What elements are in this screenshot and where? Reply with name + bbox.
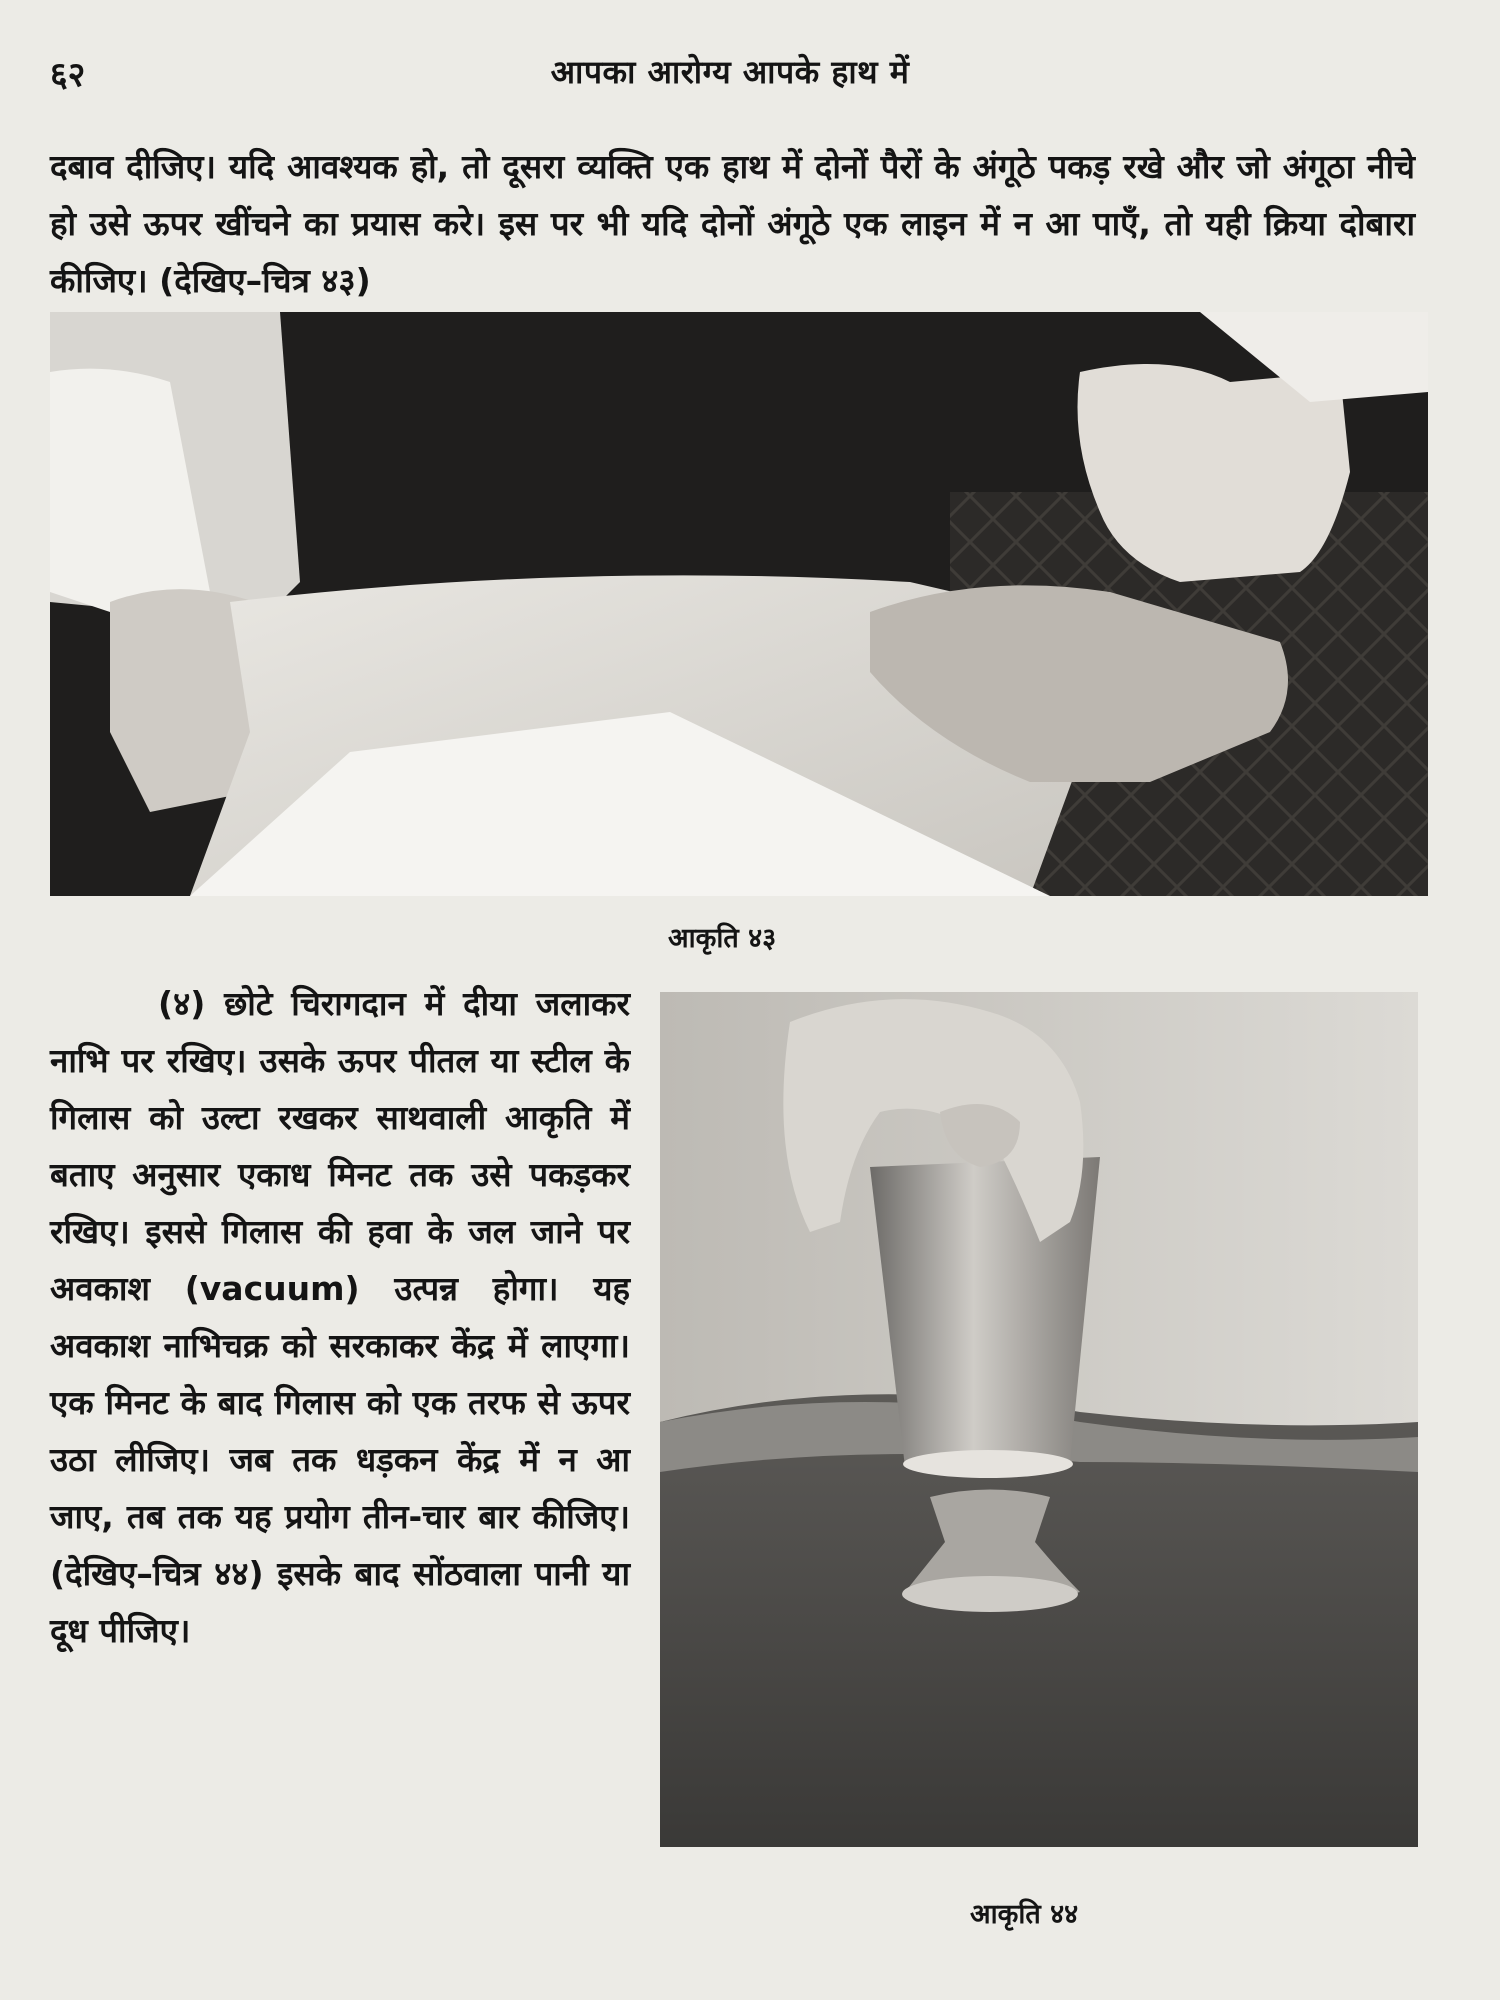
figure-44-photo xyxy=(660,992,1418,1847)
figure-43-caption: आकृति ४३ xyxy=(668,923,777,954)
figure-44-caption: आकृति ४४ xyxy=(970,1899,1079,1930)
toe-alignment-illustration xyxy=(50,312,1428,896)
glass-on-navel-illustration xyxy=(660,992,1418,1847)
paragraph-top: दबाव दीजिए। यदि आवश्यक हो, तो दूसरा व्यक्ति एक हाथ में दोनों पैरों के अंगूठे पकड़ रखे और जो अंगूठा नीचे हो उसे ऊपर खींचने का प्रयास करे। इस पर भी यदि दोनों अंगूठे एक लाइन में न आ पाएँ, तो यही क्रिया दोबारा कीजिए। (देखिए–चित्र ४३) xyxy=(50,147,1415,300)
paragraph-left: (४) छोटे चिरागदान में दीया जलाकर नाभि पर रखिए। उसके ऊपर पीतल या स्टील के गिलास को उल्टा रखकर साथवाली आकृति में बताए अनुसार एकाध मिनट तक उसे पकड़कर रखिए। इससे गिलास की हवा के जल जाने पर अवकाश (vacuum) उत्पन्न होगा। यह अवकाश नाभिचक्र को सरकाकर केंद्र में लाएगा। एक मिनट के बाद गिलास को एक तरफ से ऊपर उठा लीजिए। जब तक धड़कन केंद्र में न आ जाए, तब तक यह प्रयोग तीन-चार बार कीजिए। (देखिए–चित्र ४४) इसके बाद सोंठवाला पानी या दूध पीजिए। xyxy=(50,984,630,1650)
page-header xyxy=(50,50,1410,100)
figure-43-photo xyxy=(50,312,1428,896)
running-title: आपका आरोग्य आपके हाथ में xyxy=(550,53,910,91)
page-number: ६२ xyxy=(50,55,86,95)
